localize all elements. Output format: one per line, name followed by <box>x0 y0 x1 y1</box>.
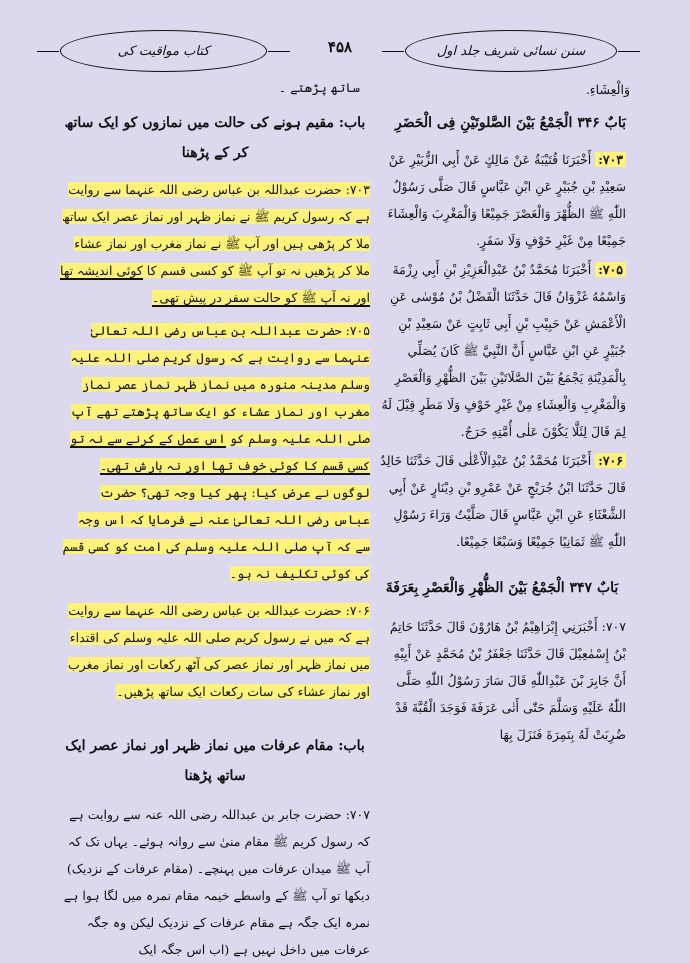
header-book-name: سنن نسائی شریف جلد اول <box>405 30 617 72</box>
arabic-hadith-705 <box>378 256 626 445</box>
hadith-text: أَخْبَرَنَا قُتَيْبَةُ عَنْ مَالِكٍ عَنْ أَبِي الزُّبَيْرِ عَنْ سَعِيْدِ بْنِ جُبَيْرٍ عَنِ ابْنِ عَبَّاسٍ قَالَ صَلَّى رَسُوْلُ اللّٰهِ ﷺ الظُّهْرَ وَالْعَصْرَ جَمِيْعًا وَالْمَغْرِبَ وَالْعِشَاءَ جَمِيْعًا مِنْ غَيْرِ خَوْفٍ وَلَا سَفَرٍ. <box>387 152 626 248</box>
arabic-hadith-707 <box>378 613 626 748</box>
hadith-text: أَخْبَرَنِي إِبْرَاهِيْمُ بْنُ هَارُوْنَ قَالَ حَدَّثَنَا حَاتِمُ بْنُ إِسْمٰعِيْلَ قَالَ حَدَّثَنَا جَعْفَرُ بْنُ مُحَمَّدٍ عَنْ أَبِيْهِ أَنَّ جَابِرَ بْنَ عَبْدِاللّٰهِ قَالَ سَارَ رَسُوْلُ اللّٰهِ صَلَّى اللّٰهُ عَلَيْهِ وَسَلَّمَ حَتّٰى أَتٰى عَرَفَةَ فَوَجَدَ الْقُبَّةَ قَدْ ضُرِبَتْ لَهُ بِنَمِرَةَ فَنَزَلَ بِهَا <box>389 619 626 742</box>
underlined-text: کوئی اندیشہ تھا اور نہ آپ ﷺ کو حالت سفر در پیش تھی۔ <box>60 263 370 305</box>
hadith-text: حضرت عبداللہ بن عباس رضی اللہ عنہما سے روایت ہے کہ میں نے رسول کریم صلی اللہ علیہ وسلم کی اقتداء میں نماز ظہر اور نماز عصر کی آٹھ رکعات اور نماز مغرب اور نماز عشاء کی سات رکعات ایک ساتھ پڑھیں۔ <box>67 603 370 699</box>
arabic-carryover-text: وَالْعِشَاءِ. <box>585 82 630 97</box>
urdu-chapter-title-2: باب: مقام عرفات میں نماز ظہر اور نماز عصر ایک ساتھ پڑھنا <box>65 738 365 784</box>
hadith-number: ۷۰۶: <box>345 603 370 618</box>
hadith-text: حضرت عبداللہ بن عباس رضی اللہ عنہما سے روایت ہے کہ رسول کریم ﷺ نے نماز ظہر اور نماز عصر ایک ساتھ ملا کر پڑھی ہیں اور آپ ﷺ نے نماز مغرب اور نماز عشاء ملا کر پڑھیں نہ تو آپ ﷺ کو کسی قسم کا <box>61 182 370 278</box>
urdu-hadith-707 <box>60 801 370 963</box>
hadith-text: أَخْبَرَنَا مُحَمَّدُ بْنُ عَبْدِالْعَزِيْزِ بْنِ أَبِي رِزْمَةَ وَاسْمُهُ غَزْوَانُ قَالَ حَدَّثَنَا الْفَضْلُ بْنُ مُوْسٰى عَنِ الْأَعْمَشِ عَنْ حَبِيْبِ بْنِ أَبِي ثَابِتٍ عَنْ سَعِيْدِ بْنِ جُبَيْرٍ عَنِ ابْنِ عَبَّاسٍ أَنَّ النَّبِيَّ ﷺ كَانَ يُصَلِّي بِالْمَدِيْنَةِ يَجْمَعُ بَيْنَ الصَّلَاتَيْنِ بَيْنَ الظُّهْرِ وَالْعَصْرِ وَالْمَغْرِبِ وَالْعِشَاءِ مِنْ غَيْرِ خَوْفٍ وَلَا مَطَرٍ قِيْلَ لَهُ لِمَ قَالَ لِئَلَّا يَكُوْنَ عَلٰى أُمَّتِهِ حَرَجٌ. <box>381 262 626 439</box>
urdu-hadith-705 <box>60 317 370 587</box>
arabic-chapter-title: بَابٌ ۳۴۶ الْجَمْعُ بَیْنَ الصَّلوتَیْنِ فِی الْحَضَرِ <box>394 115 626 131</box>
hadith-number: ۷۰۵: <box>595 262 626 277</box>
hadith-number: ۷۰۳: <box>595 152 626 167</box>
hadith-number: ۷۰۶: <box>595 453 626 468</box>
urdu-carryover-text: ساتھ پڑھتے ۔ <box>278 80 360 95</box>
hadith-text: حضرت عبداللہ بن عباس رضی اللہ تعالیٰ عنہما سے روایت ہے کہ رسول کریم صلی اللہ علیہ وسلم مدینہ منورہ میں نماز ظہر نماز عصر نماز مغرب اور نماز عشاء کو ایک ساتھ پڑھتے تھے آپ صلی اللہ علیہ وسلم کو <box>70 323 370 446</box>
page-number: ۴۵۸ <box>327 38 353 56</box>
header-chapter-name: کتاب مواقیت کی <box>60 30 267 72</box>
urdu-hadith-706 <box>60 597 370 705</box>
underlined-text: اس عمل کے کرنے سے نہ تو کسی قسم کا کوئی خوف تھا اور نہ بارش تھی۔ <box>69 431 370 473</box>
hadith-text-continued: لوگوں نے عرض کیا: پھر کیا وجہ تھی؟ حضرت عباس رضی اللہ تعالیٰ عنہ نے فرمایا کہ اس وجہ سے کہ آپ صلی اللہ علیہ وسلم کی امت کو کسی قسم کی کوئی تکلیف نہ ہو۔ <box>62 485 370 581</box>
urdu-chapter-title: باب: مقیم ہونے کی حالت میں نمازوں کو ایک ساتھ کر کے پڑھنا <box>64 115 366 161</box>
arabic-hadith-703 <box>378 146 626 254</box>
hadith-number: ۷۰۵: <box>345 323 370 338</box>
hadith-number: ۷۰۷: <box>601 619 626 634</box>
hadith-text: أَخْبَرَنَا مُحَمَّدُ بْنُ عَبْدِالْأَعْلٰى قَالَ حَدَّثَنَا خَالِدٌ قَالَ حَدَّثَنَا ابْنُ جُرَيْجٍ عَنْ عَمْرِو بْنِ دِيْنَارٍ عَنْ أَبِي الشَّعْثَاءِ عَنِ ابْنِ عَبَّاسٍ قَالَ صَلَّيْتُ وَرَاءَ رَسُوْلِ اللّٰهِ ﷺ ثَمَانِيًا جَمِيْعًا وَسَبْعًا جَمِيْعًا. <box>380 453 626 549</box>
hadith-text: حضرت جابر بن عبداللہ رضی اللہ عنہ سے روایت ہے کہ رسول کریم ﷺ مقام منیٰ سے روانہ ہوئے۔ یہاں تک کہ آپ ﷺ میدان عرفات میں پہنچے۔ (مقام عرفات کے نزدیک) دیکھا تو آپ ﷺ کے واسطے خیمہ مقام نمرہ میں لگا ہوا ہے نمرہ ایک جگہ ہے مقام عرفات کے نزدیک لیکن وہ جگہ عرفات میں داخل نہیں ہے (اب اس جگہ ایک <box>63 807 370 957</box>
arabic-column <box>378 108 626 748</box>
hadith-number: ۷۰۳: <box>345 182 370 197</box>
urdu-hadith-703 <box>60 176 370 311</box>
urdu-column <box>60 108 370 963</box>
arabic-chapter-title-2: بَابٌ ۳۴۷ الْجَمْعُ بَیْنَ الظُّهْرِ وَالْعَصْرِ بِعَرَفَةَ <box>385 580 619 596</box>
arabic-hadith-706 <box>378 447 626 555</box>
hadith-number: ۷۰۷: <box>345 807 370 822</box>
